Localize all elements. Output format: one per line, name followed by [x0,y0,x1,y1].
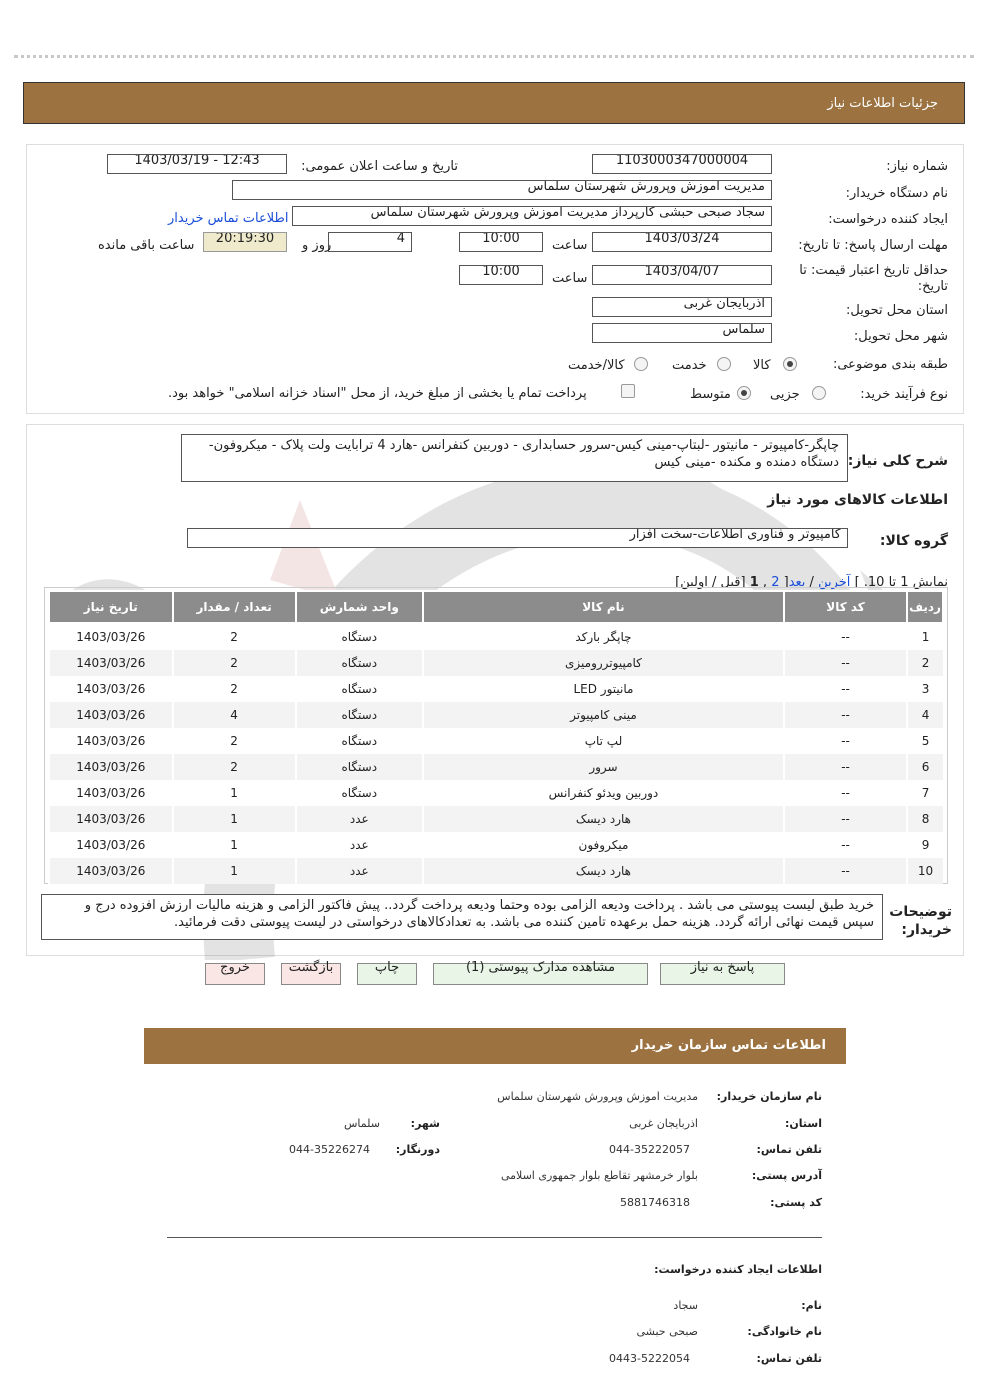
col-name-header: نام کالا [423,591,784,623]
paging-comma: , [762,575,772,590]
cell-row: 5 [907,728,943,754]
table-row [49,806,943,832]
contact-fax-value: 044-35226274 [289,1143,370,1156]
cell-name: دوربین ویدئو کنفرانس [423,780,784,806]
attachments-button[interactable]: مشاهده مدارک پیوستی (1) [433,963,648,985]
paging-suffix: [قبل / اولین] [675,575,750,590]
need-number-field: 1103000347000004 [592,154,772,174]
cell-row: 8 [907,806,943,832]
creator-label: ایجاد کننده درخواست: [828,212,948,227]
deadline-time-field: 10:00 [459,232,543,252]
cell-qty: 1 [173,832,296,858]
cell-row: 1 [907,623,943,650]
cell-qty: 1 [173,780,296,806]
contact-address-label: آدرس پستی: [751,1169,822,1182]
cell-row: 3 [907,676,943,702]
cell-date: 1403/03/26 [49,650,173,676]
creator-name-value: سجاد [673,1299,698,1312]
buyer-org-label: نام دستگاه خریدار: [845,186,948,201]
creator-family-label: نام خانوادگی: [747,1325,822,1338]
cell-date: 1403/03/26 [49,858,173,884]
table-row [49,676,943,702]
cell-name: هارد دیسک [423,858,784,884]
table-header-row [49,591,943,623]
cell-name: مینی کامپیوتر [423,702,784,728]
cell-code: -- [784,858,907,884]
creator-field: سجاد صبحی حبشی کارپرداز مدیریت اموزش وپرورش شهرستان سلماس [292,206,772,226]
creator-family-value: صبحی حبشی [636,1325,698,1338]
cell-row: 4 [907,702,943,728]
paging-next-link[interactable]: بعد [788,575,806,590]
contact-header [144,1028,846,1064]
creator-name-label: نام: [801,1299,822,1312]
col-code-header: کد کالا [784,591,907,623]
cell-name: لپ تاپ [423,728,784,754]
cell-qty: 2 [173,754,296,780]
top-divider [14,55,974,58]
summary-label: شرح کلی نیاز: [847,453,948,469]
announce-label: تاریخ و ساعت اعلان عمومی: [301,159,458,174]
contact-city-label: شهر: [410,1117,440,1130]
contact-province-value: اذربایجان غربی [629,1117,698,1130]
cat-both-radio[interactable] [634,357,648,371]
paging-open: [ [779,575,789,590]
summary-field: چاپگر-کامپیوتر - مانیتور -لبتاپ-مینی کیس-سرور حسابداری - دوربین کنفرانس -هارد 4 ترابایت ولت پلاک - میکروفون-دستگاه دمنده و مکنده -مینی کیس [181,434,848,482]
col-date-header: تاریخ نیاز [49,591,173,623]
proc-partial-label: جزیی [770,387,800,402]
cell-qty: 2 [173,676,296,702]
validity-label: حداقل تاریخ اعتبار قیمت: تا تاریخ: [799,263,948,294]
cell-unit: عدد [296,832,423,858]
cell-row: 6 [907,754,943,780]
paging-page-2[interactable]: 2 [771,575,780,590]
cell-qty: 1 [173,806,296,832]
cell-row: 2 [907,650,943,676]
need-number-label: شماره نیاز: [886,159,948,174]
table-row [49,623,943,650]
table-row [49,754,943,780]
goods-group-label: گروه کالا: [879,533,948,549]
cell-name: چاپگر بارکد [423,623,784,650]
cell-name: میکروفون [423,832,784,858]
contact-fax-label: دورنگار: [395,1143,440,1156]
cell-unit: دستگاه [296,623,423,650]
contact-title: اطلاعات تماس سازمان خریدار [631,1038,826,1053]
cell-row: 10 [907,858,943,884]
creator-info-title: اطلاعات ایجاد کننده درخواست: [654,1263,822,1276]
cell-code: -- [784,754,907,780]
paging-sep: / [809,575,814,590]
goods-title: اطلاعات کالاهای مورد نیاز [767,492,948,508]
col-unit-header: واحد شمارش [296,591,423,623]
page-title: جزئیات اطلاعات نیاز [827,96,938,111]
creator-phone-label: تلفن تماس: [756,1352,822,1365]
validity-date-field: 1403/04/07 [592,265,772,285]
cell-code: -- [784,702,907,728]
cell-unit: دستگاه [296,676,423,702]
table-row [49,650,943,676]
cell-code: -- [784,806,907,832]
process-label: نوع فرآیند خرید: [860,387,948,402]
cell-unit: عدد [296,806,423,832]
cell-code: -- [784,780,907,806]
cell-date: 1403/03/26 [49,702,173,728]
cell-qty: 2 [173,623,296,650]
table-row [49,780,943,806]
city-label: شهر محل تحویل: [853,329,948,344]
exit-button[interactable]: خروج [205,963,265,985]
buyer-org-field: مدیریت اموزش وپرورش شهرستان سلماس [232,180,772,200]
cell-date: 1403/03/26 [49,728,173,754]
cell-unit: دستگاه [296,780,423,806]
col-qty-header: تعداد / مقدار [173,591,296,623]
cell-unit: دستگاه [296,754,423,780]
back-button[interactable]: بازگشت [281,963,341,985]
contact-org-label: نام سازمان خریدار: [716,1090,822,1103]
reply-button[interactable]: پاسخ به نیاز [660,963,785,985]
cell-name: کامپیوتررومیزی [423,650,784,676]
col-row-header: ردیف [907,591,943,623]
table-row [49,858,943,884]
cat-goods-label: کالا [753,358,771,373]
remaining-label: ساعت باقی مانده [98,238,195,253]
contact-postal-value: 5881746318 [620,1196,690,1209]
cell-name: هارد دیسک [423,806,784,832]
cat-service-label: خدمت [672,358,707,373]
treasury-checkbox[interactable] [621,384,635,398]
paging-page-1: 1 [749,575,759,590]
category-label: طبقه بندی موضوعی: [832,357,948,372]
contact-phone-value: 044-35222057 [609,1143,690,1156]
days-label: روز و [302,238,332,253]
cell-date: 1403/03/26 [49,754,173,780]
payment-note: پرداخت تمام یا بخشی از مبلغ خرید، از محل "اسناد خزانه اسلامی" خواهد بود. [168,386,587,401]
proc-medium-radio[interactable] [737,386,751,400]
deadline-time-label: ساعت [552,238,588,253]
print-button[interactable]: چاپ [357,963,417,985]
table-row [49,832,943,858]
validity-time-label: ساعت [552,271,588,286]
goods-group-field: کامپیوتر و فناوری اطلاعات-سخت افزار [187,528,848,548]
cell-date: 1403/03/26 [49,806,173,832]
contact-org-value: مدیریت اموزش وپرورش شهرستان سلماس [497,1090,698,1103]
cell-row: 7 [907,780,943,806]
cell-date: 1403/03/26 [49,832,173,858]
announce-field: 1403/03/19 - 12:43 [107,154,287,174]
cell-code: -- [784,832,907,858]
cell-code: -- [784,623,907,650]
province-field: اذربایجان غربی [592,297,772,317]
days-field: 4 [328,232,412,252]
buyer-contact-link[interactable]: اطلاعات تماس خریدار [168,211,289,226]
contact-address-value: بلوار خرمشهر تقاطع بلوار جمهوری اسلامی [500,1169,698,1182]
notes-label: توضیحات خریدار: [889,904,952,938]
contact-city-value: سلماس [344,1117,380,1130]
cell-name: سرور [423,754,784,780]
cell-date: 1403/03/26 [49,623,173,650]
goods-table [48,590,944,884]
cell-unit: عدد [296,858,423,884]
cell-qty: 2 [173,728,296,754]
cell-code: -- [784,728,907,754]
cell-qty: 1 [173,858,296,884]
table-row [49,728,943,754]
cell-unit: دستگاه [296,702,423,728]
city-field: سلماس [592,323,772,343]
cell-unit: دستگاه [296,650,423,676]
cat-service-radio[interactable] [717,357,731,371]
table-row [49,702,943,728]
deadline-label: مهلت ارسال پاسخ: تا تاریخ: [798,238,948,253]
remaining-time-field: 20:19:30 [203,232,287,252]
validity-time-field: 10:00 [459,265,543,285]
paging-prefix: نمایش 1 تا 10. ] [854,575,948,590]
cat-both-label: کالا/خدمت [568,358,625,373]
cell-date: 1403/03/26 [49,780,173,806]
contact-phone-label: تلفن تماس: [756,1143,822,1156]
deadline-date-field: 1403/03/24 [592,232,772,252]
cell-name: مانیتور LED [423,676,784,702]
proc-medium-label: متوسط [690,387,731,402]
province-label: استان محل تحویل: [846,303,948,318]
cat-goods-radio[interactable] [783,357,797,371]
cell-qty: 2 [173,650,296,676]
cell-code: -- [784,676,907,702]
proc-partial-radio[interactable] [812,386,826,400]
notes-field: خرید طبق لیست پیوستی می باشد . پرداخت ودیعه الزامی بوده وحتما ودیعه پرداخت گردد.. پیش فاکتور الزامی و هزینه مالیات ارزش افزوده درج و سپس قیمت نهائی ارائه گردد. هزینه حمل برعهده تامین کننده می باشد. به تعدادکالاهای درخواستی در لیست پیوستی دقت فرمائید. [41,894,883,940]
cell-row: 9 [907,832,943,858]
contact-divider [167,1237,822,1238]
cell-date: 1403/03/26 [49,676,173,702]
paging-last-link[interactable]: آخرین [818,575,851,590]
contact-province-label: استان: [785,1117,822,1130]
cell-code: -- [784,650,907,676]
cell-qty: 4 [173,702,296,728]
page-header [23,82,965,124]
cell-unit: دستگاه [296,728,423,754]
creator-phone-value: 0443-5222054 [609,1352,690,1365]
contact-postal-label: کد پستی: [770,1196,822,1209]
